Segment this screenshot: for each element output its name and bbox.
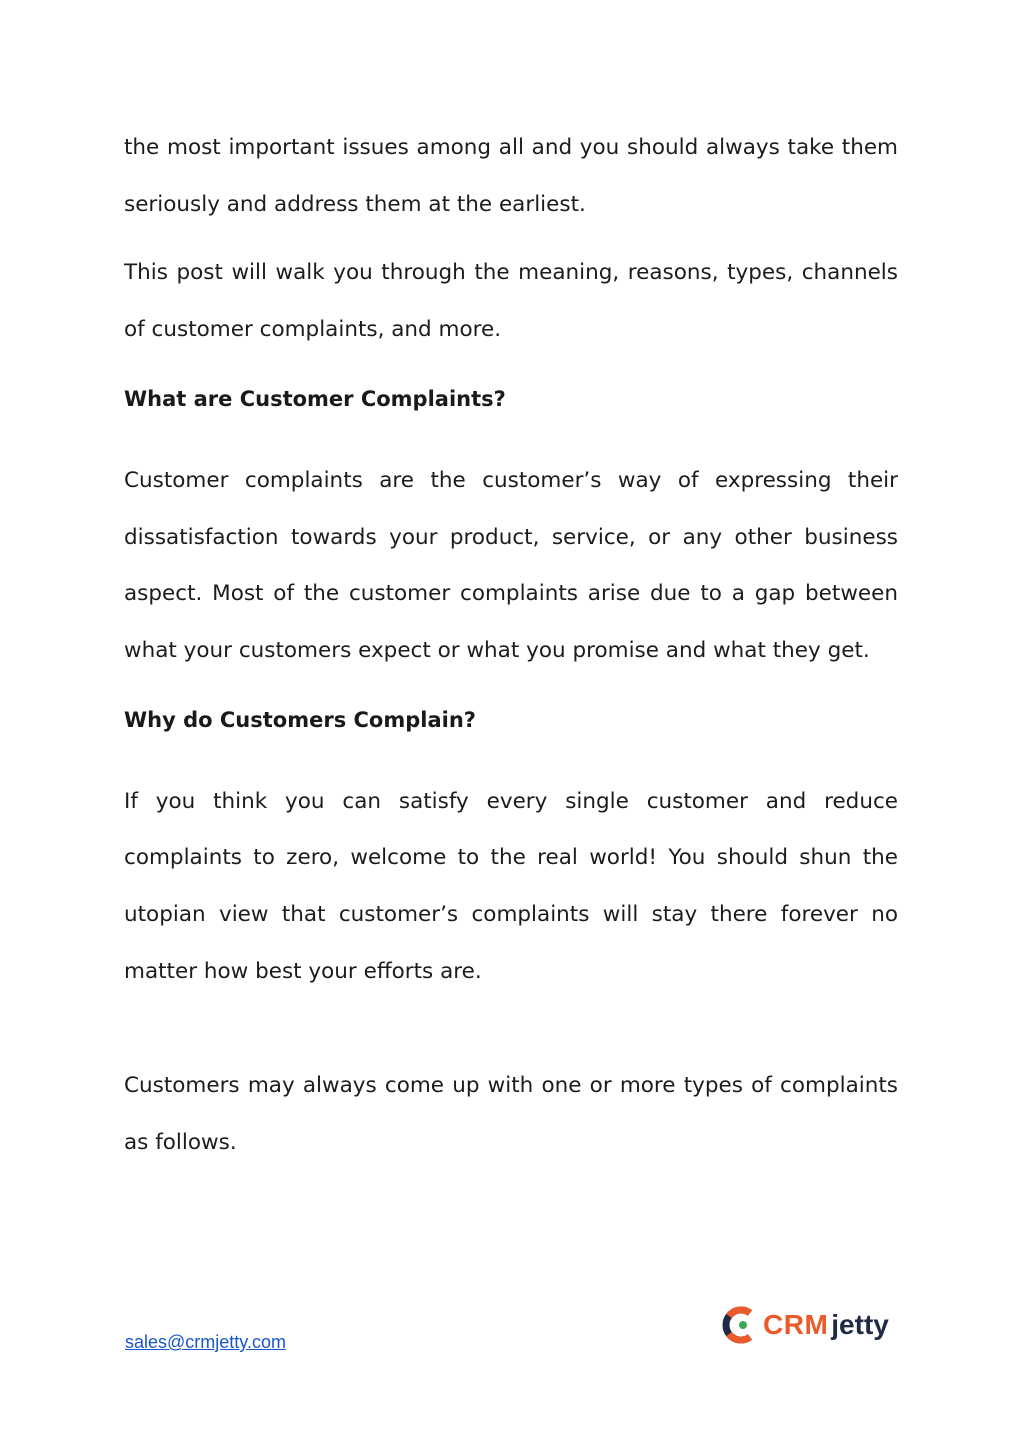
heading-what-are-complaints: What are Customer Complaints? xyxy=(124,386,506,411)
logo-text-crm: CRM xyxy=(763,1309,829,1340)
crmjetty-logo-icon xyxy=(721,1304,757,1346)
crmjetty-logo xyxy=(721,1304,889,1346)
logo-text-jetty: jetty xyxy=(831,1309,889,1340)
heading-why-complain: Why do Customers Complain? xyxy=(124,707,476,732)
paragraph-intro-continuation: the most important issues among all and you should always take them seriously and address them at the earliest. xyxy=(124,135,898,217)
paragraph-post-overview: This post will walk you through the meaning, reasons, types, channels of customer complaints, and more. xyxy=(124,260,898,343)
paragraph-why-complain: If you think you can satisfy every single customer and reduce complaints to zero, welcome to the real world! You should shun the utopian view that customer’s complaints will stay there forever no matter how best your efforts are. xyxy=(124,788,898,984)
document-page xyxy=(124,120,898,1172)
footer-email-link[interactable]: sales@crmjetty.com xyxy=(125,1332,286,1352)
paragraph-complaint-types-intro: Customers may always come up with one or more types of complaints as follows. xyxy=(124,1073,898,1156)
paragraph-complaints-definition: Customer complaints are the customer’s way of expressing their dissatisfaction towards your product, service, or any other business aspect. Most of the customer complaints arise due to a gap between what your customers expect or what you promise and what they get. xyxy=(124,467,898,663)
